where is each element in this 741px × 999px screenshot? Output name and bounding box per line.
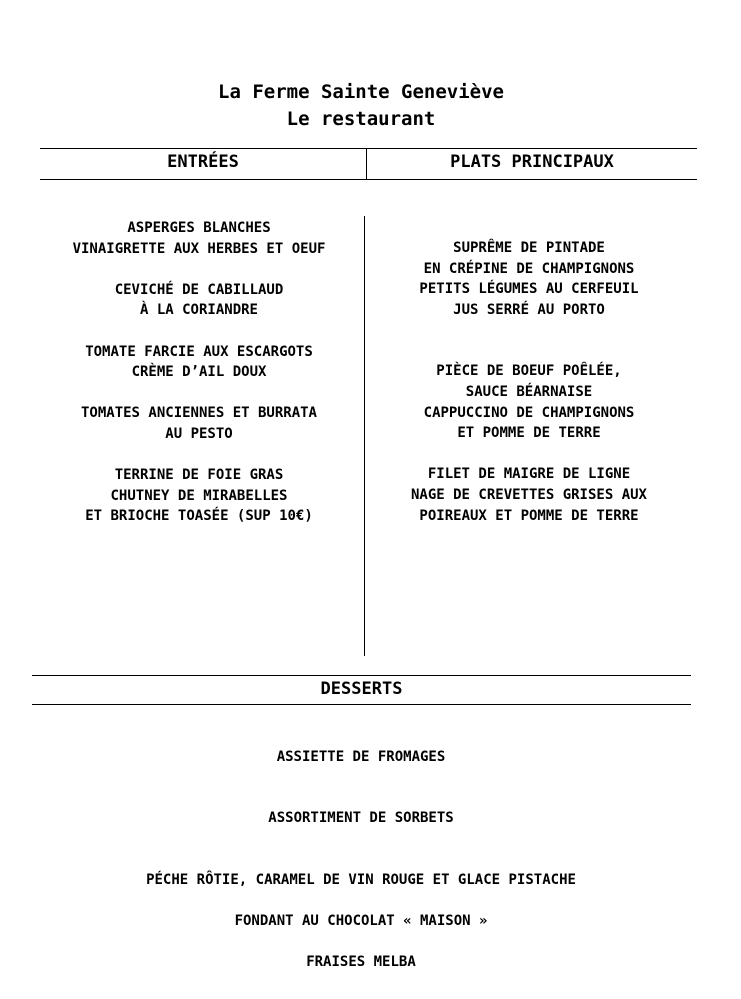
- plats-heading: PLATS PRINCIPAUX: [450, 152, 614, 172]
- menu-title: [0, 79, 722, 133]
- plat-item: [370, 361, 688, 443]
- dessert-item: FONDANT AU CHOCOLAT « MAISON »: [234, 913, 488, 929]
- dessert-item: ASSORTIMENT DE SORBETS: [268, 810, 454, 826]
- entree-line: AU PESTO: [165, 425, 233, 442]
- desserts-heading: DESSERTS: [320, 679, 403, 699]
- entree-line: TOMATES ANCIENNES ET BURRATA: [80, 405, 317, 422]
- entree-line: ASPERGES BLANCHES: [127, 220, 271, 236]
- entree-line: À LA CORIANDRE: [139, 302, 258, 319]
- entree-line: CHUTNEY DE MIRABELLES: [110, 487, 288, 504]
- entree-line: CEVICHÉ DE CABILLAUD: [114, 281, 284, 298]
- desserts-bottom-divider: [32, 704, 691, 705]
- entree-item: [40, 342, 358, 383]
- dessert-item: FRAISES MELBA: [306, 954, 416, 970]
- column-divider: [364, 216, 365, 656]
- restaurant-subtitle: Le restaurant: [286, 108, 436, 130]
- entree-item: [40, 280, 358, 321]
- plat-line: CAPPUCCINO DE CHAMPIGNONS: [423, 404, 635, 421]
- plat-item: [370, 238, 688, 320]
- desserts-top-divider: [32, 675, 691, 676]
- plat-line: FILET DE MAIGRE DE LIGNE: [427, 466, 631, 483]
- entree-item: [40, 218, 358, 259]
- plat-line: EN CRÉPINE DE CHAMPIGNONS: [423, 260, 635, 277]
- entree-item: [40, 403, 358, 444]
- entrees-heading: ENTRÉES: [167, 152, 239, 172]
- heading-divider: [40, 179, 697, 180]
- plat-line: PETITS LÉGUMES AU CERFEUIL: [419, 281, 639, 298]
- plat-item: [370, 464, 688, 526]
- plat-line: SAUCE BÉARNAISE: [465, 383, 593, 400]
- plat-line: NAGE DE CREVETTES GRISES AUX: [410, 486, 647, 503]
- plat-line: ET POMME DE TERRE: [457, 425, 601, 442]
- restaurant-name: La Ferme Sainte Geneviève: [218, 81, 504, 103]
- entree-line: CRÈME D’AIL DOUX: [131, 364, 267, 381]
- plats-list: [370, 238, 688, 526]
- top-divider: [40, 148, 697, 149]
- entree-line: VINAIGRETTE AUX HERBES ET OEUF: [72, 240, 326, 257]
- plat-line: SUPRÊME DE PINTADE: [453, 240, 605, 256]
- dessert-item: ASSIETTE DE FROMAGES: [276, 749, 446, 765]
- plat-line: JUS SERRÉ AU PORTO: [453, 301, 605, 318]
- dessert-item: PÉCHE RÔTIE, CARAMEL DE VIN ROUGE ET GLACE PISTACHE: [146, 872, 576, 888]
- entree-item: [40, 465, 358, 527]
- plat-line: PIÈCE DE BOEUF POÊLÉE,: [436, 363, 622, 380]
- entree-line: TOMATE FARCIE AUX ESCARGOTS: [85, 343, 313, 360]
- plat-line: POIREAUX ET POMME DE TERRE: [419, 507, 639, 524]
- entree-line: TERRINE DE FOIE GRAS: [114, 467, 284, 484]
- entree-line: ET BRIOCHE TOASÉE (SUP 10€): [85, 508, 313, 525]
- entrees-list: [40, 218, 358, 527]
